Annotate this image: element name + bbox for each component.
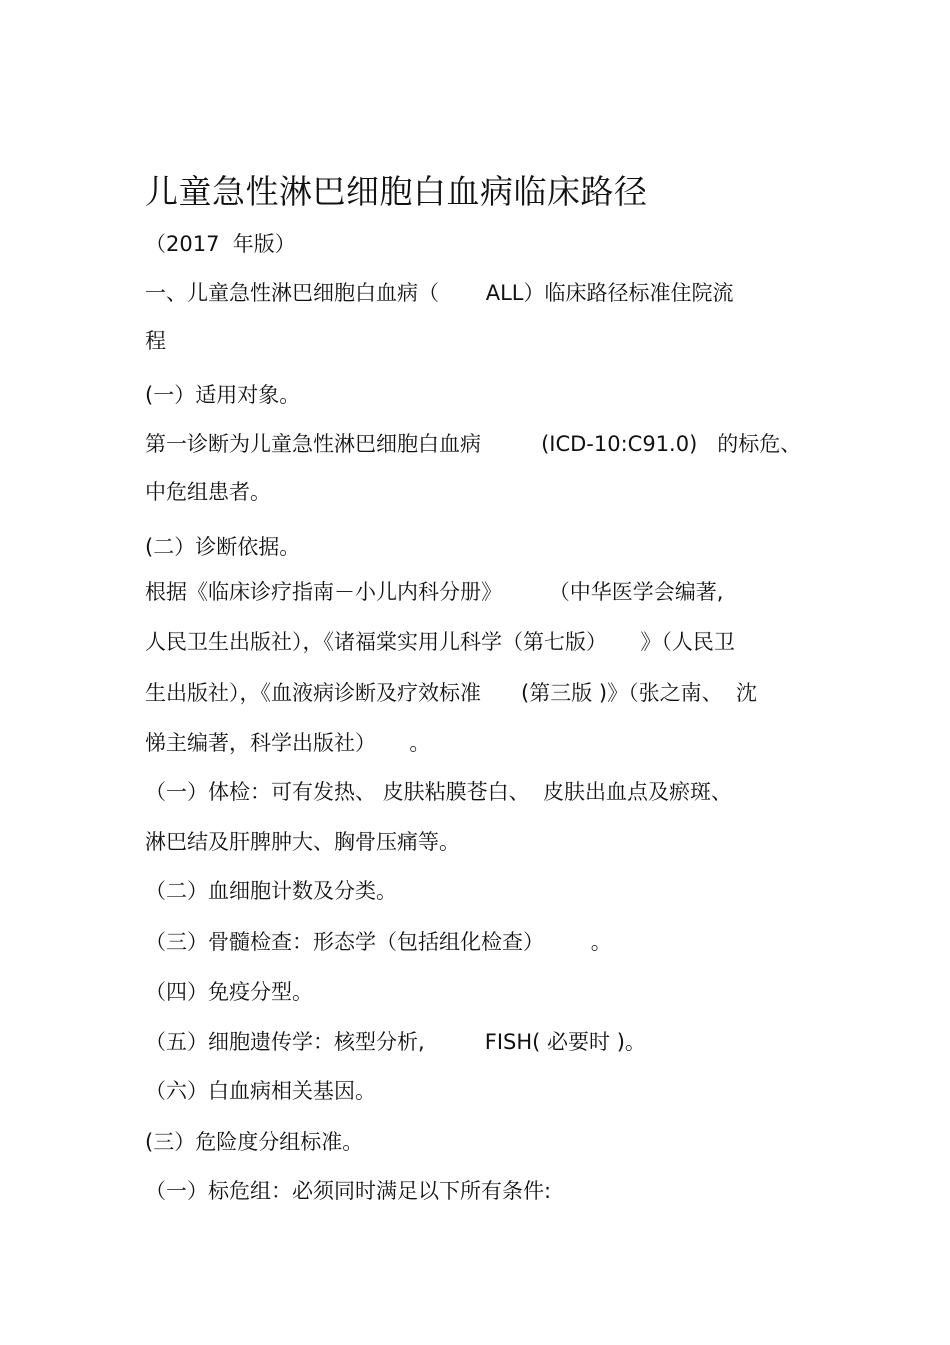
paragraph-line: 生出版社），《血液病诊断及疗效标准 (第三版 )》（张之南、 沈 bbox=[145, 681, 757, 705]
subsection-heading-2: (二）诊断依据。 bbox=[145, 535, 301, 559]
list-item: （一）体检：可有发热、 皮肤粘膜苍白、 皮肤出血点及瘀斑、 bbox=[145, 780, 733, 804]
subsection-heading-3: (三）危险度分组标准。 bbox=[145, 1130, 364, 1154]
list-item: （四）免疫分型。 bbox=[145, 980, 313, 1004]
paragraph-line: 人民卫生出版社），《诸福棠实用儿科学（第七版） 》（人民卫 bbox=[145, 630, 735, 654]
subsection-heading-1: (一）适用对象。 bbox=[145, 383, 301, 407]
list-item: （二）血细胞计数及分类。 bbox=[145, 879, 397, 903]
edition-line: （2017 年版） bbox=[145, 232, 296, 256]
document-title: 儿童急性淋巴细胞白血病临床路径 bbox=[145, 172, 648, 211]
list-item: （一）标危组：必须同时满足以下所有条件: bbox=[145, 1179, 552, 1203]
list-item-cont: 淋巴结及肝脾肿大、胸骨压痛等。 bbox=[145, 830, 460, 854]
section-heading-1-cont: 程 bbox=[145, 329, 166, 353]
list-item: （三）骨髓检查：形态学（包括组化检查） 。 bbox=[145, 930, 612, 954]
section-heading-1: 一、儿童急性淋巴细胞白血病（ ALL）临床路径标准住院流 bbox=[145, 281, 734, 305]
paragraph-line: 第一诊断为儿童急性淋巴细胞白血病 (ICD-10:C91.0) 的标危、 bbox=[145, 432, 802, 456]
list-item: （五）细胞遗传学：核型分析, FISH( 必要时 )。 bbox=[145, 1030, 646, 1054]
paragraph-line: 悌主编著，科学出版社） 。 bbox=[145, 731, 431, 755]
paragraph-line: 根据《临床诊疗指南－小儿内科分册》 （中华医学会编著, bbox=[145, 580, 724, 604]
paragraph-line: 中危组患者。 bbox=[145, 480, 271, 504]
list-item: （六）白血病相关基因。 bbox=[145, 1079, 376, 1103]
